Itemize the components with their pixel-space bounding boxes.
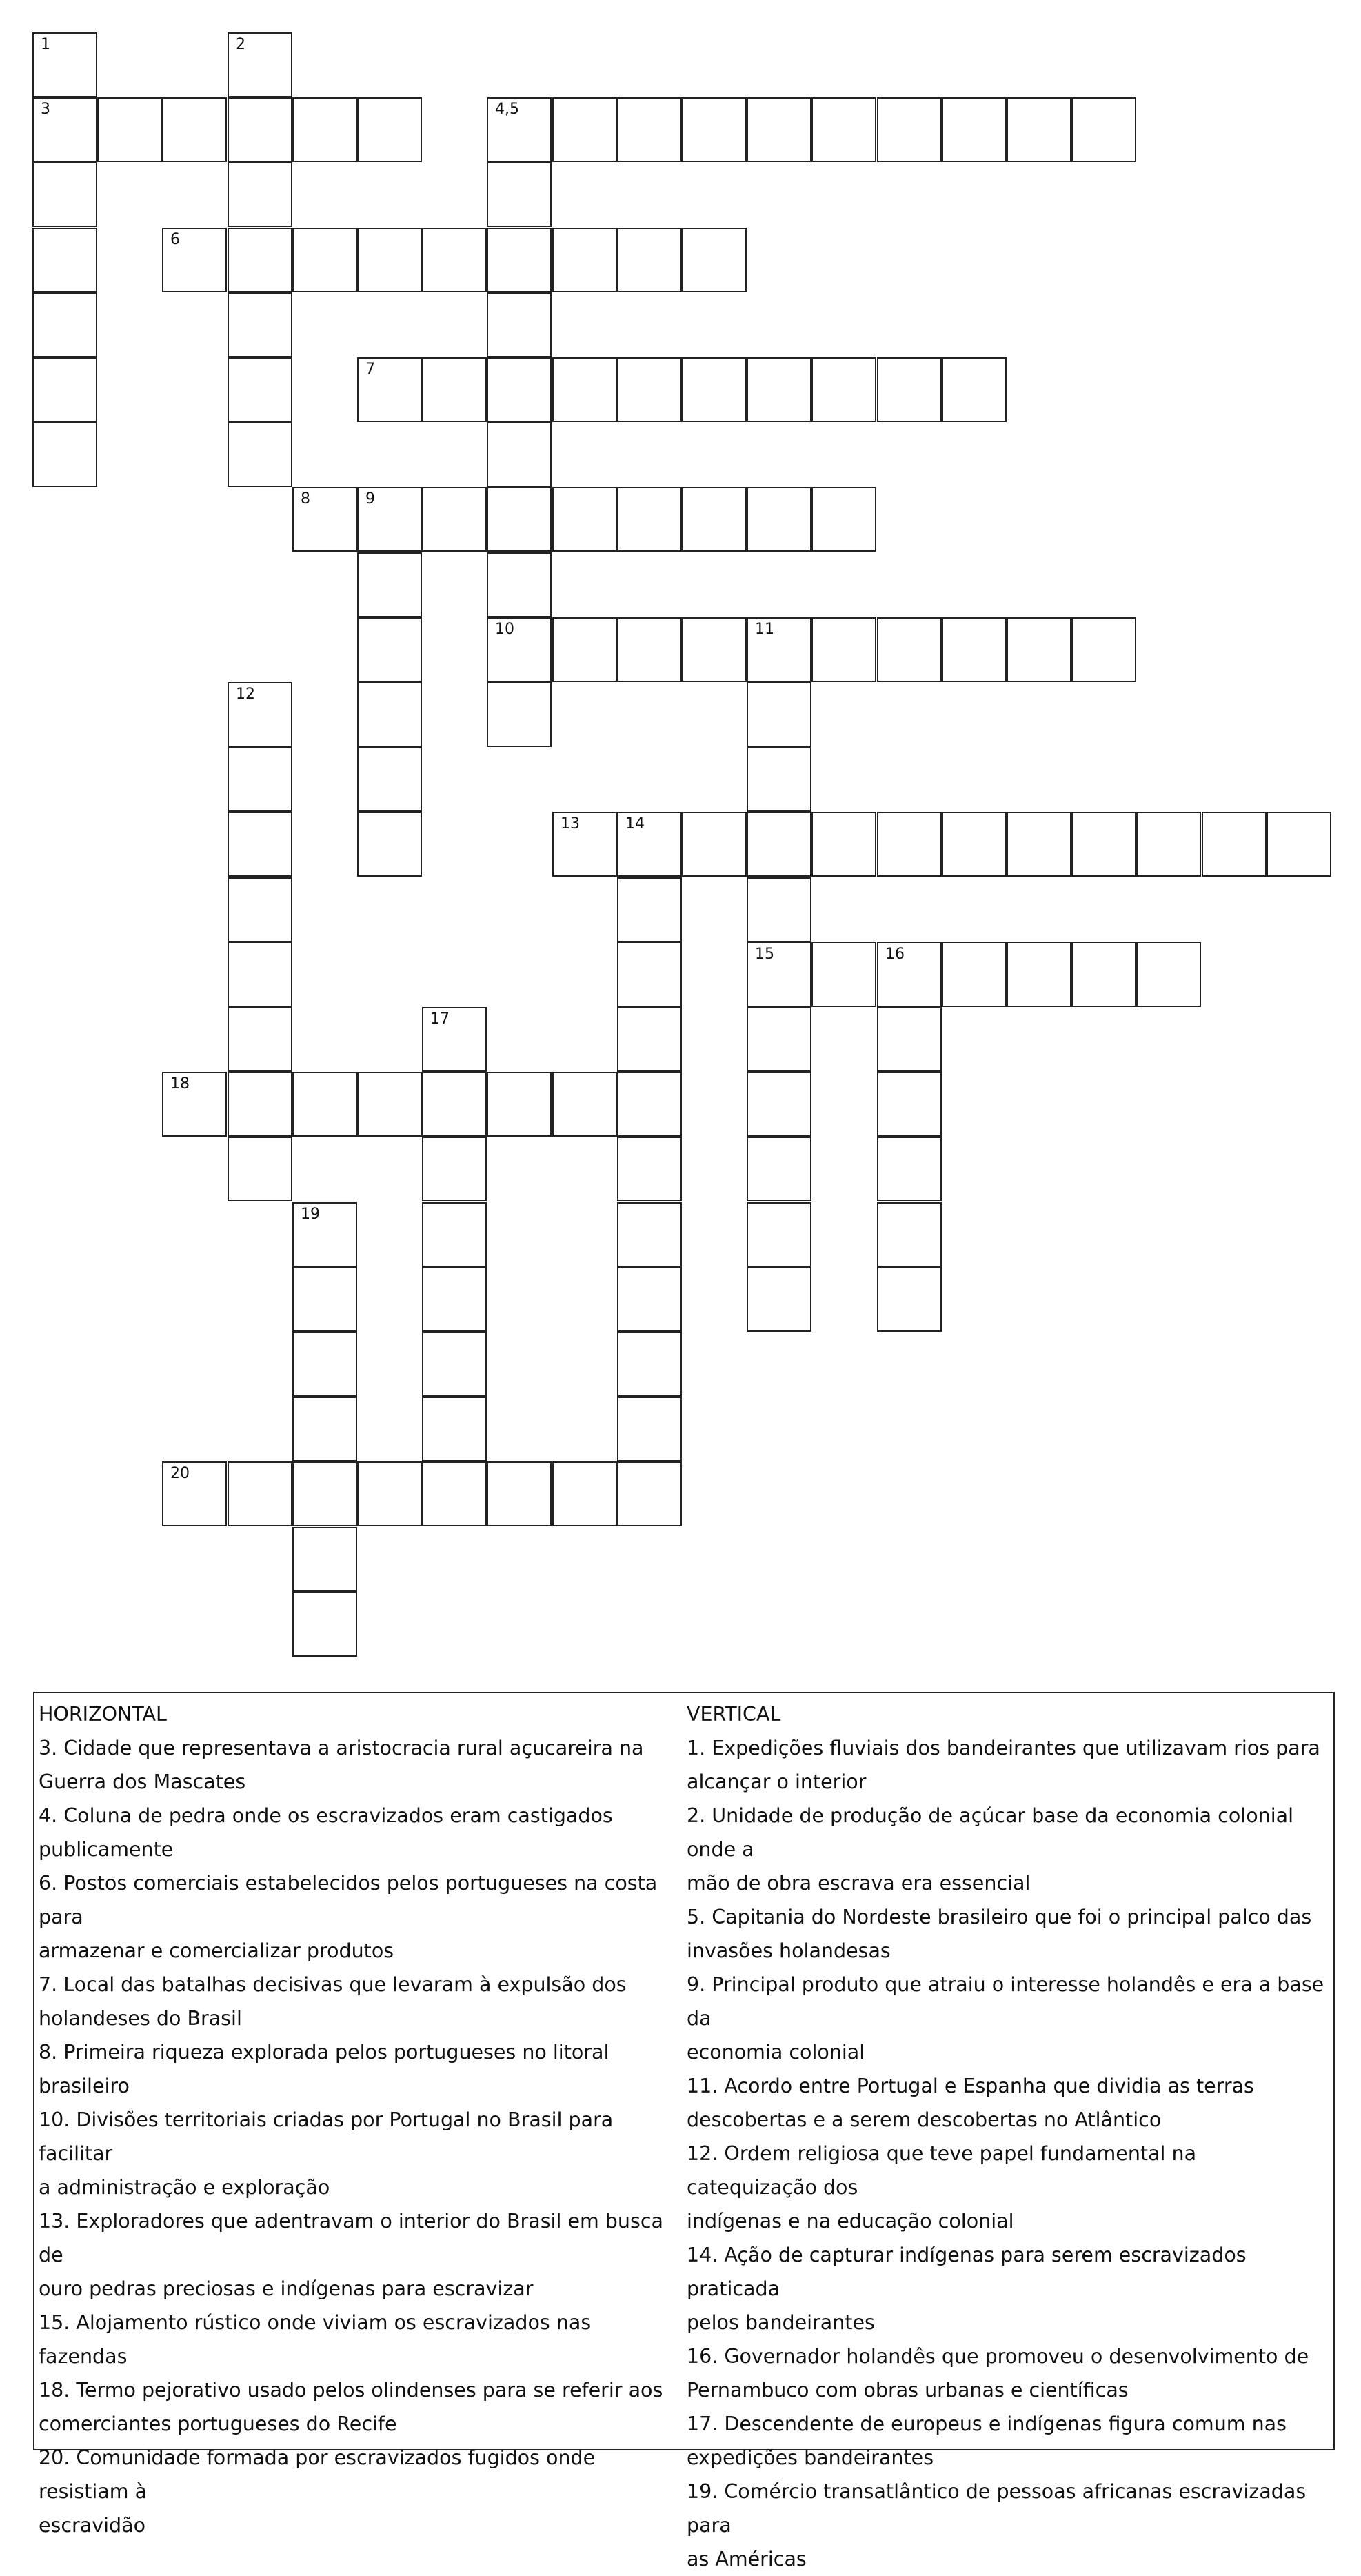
- crossword-cell[interactable]: [487, 228, 552, 292]
- crossword-cell[interactable]: [747, 812, 811, 877]
- crossword-cell[interactable]: [162, 1461, 227, 1526]
- clue-number: 4,5: [495, 101, 519, 118]
- clue-number: 6: [170, 231, 180, 248]
- crossword-cell[interactable]: [357, 487, 422, 552]
- crossword-cell[interactable]: [747, 682, 811, 747]
- clue-line: 15. Alojamento rústico onde viviam os escravizados nas fazendas: [39, 2311, 592, 2368]
- clue-number: 19: [301, 1206, 320, 1223]
- crossword-cell[interactable]: [97, 97, 162, 162]
- crossword-cell[interactable]: [617, 1332, 682, 1397]
- crossword-cell[interactable]: [617, 617, 682, 682]
- crossword-cell[interactable]: [1007, 942, 1071, 1007]
- crossword-cell[interactable]: [877, 97, 942, 162]
- crossword-cell[interactable]: [162, 97, 227, 162]
- clue-line: 16. Governador holandês que promoveu o desenvolvimento de: [687, 2345, 1309, 2368]
- crossword-cell[interactable]: [487, 97, 552, 162]
- clue-line: 5. Capitania do Nordeste brasileiro que foi o principal palco das: [687, 1906, 1312, 1928]
- crossword-cell[interactable]: [357, 1461, 422, 1526]
- clue-line: armazenar e comercializar produtos: [39, 1939, 394, 1962]
- crossword-cell[interactable]: [422, 487, 487, 552]
- clue-line: holandeses do Brasil: [39, 2007, 242, 2030]
- clue-line: 2. Unidade de produção de açúcar base da economia colonial onde a: [687, 1804, 1293, 1861]
- crossword-cell[interactable]: [617, 97, 682, 162]
- crossword-cell[interactable]: [747, 97, 811, 162]
- clue-line: 8. Primeira riqueza explorada pelos portugueses no litoral brasileiro: [39, 2041, 609, 2097]
- clue-number: 9: [365, 490, 375, 508]
- crossword-cell[interactable]: [877, 357, 942, 422]
- crossword-cell[interactable]: [942, 357, 1007, 422]
- crossword-cell[interactable]: [228, 228, 292, 292]
- clue-line: economia colonial: [687, 2041, 865, 2064]
- crossword-cell[interactable]: [228, 32, 292, 97]
- crossword-cell[interactable]: [682, 487, 747, 552]
- clue-line: indígenas e na educação colonial: [687, 2210, 1014, 2233]
- vertical-heading: VERTICAL: [687, 1703, 781, 1726]
- clue-line: mão de obra escrava era essencial: [687, 1872, 1031, 1895]
- clue-line: invasões holandesas: [687, 1939, 891, 1962]
- crossword-cell[interactable]: [487, 617, 552, 682]
- clue-line: 6. Postos comerciais estabelecidos pelos portugueses na costa para: [39, 1872, 658, 1928]
- crossword-cell[interactable]: [811, 487, 876, 552]
- crossword-cell[interactable]: [228, 877, 292, 942]
- clue-line: 3. Cidade que representava a aristocracia rural açucareira na: [39, 1737, 644, 1759]
- clue-line: Pernambuco com obras urbanas e científicas: [687, 2379, 1129, 2402]
- clue-number: 3: [41, 101, 50, 118]
- crossword-cell[interactable]: [228, 357, 292, 422]
- crossword-cell[interactable]: [162, 1072, 227, 1137]
- crossword-cell[interactable]: [942, 97, 1007, 162]
- crossword-cell[interactable]: [747, 1007, 811, 1072]
- crossword-cell[interactable]: [162, 228, 227, 292]
- clue-line: comerciantes portugueses do Recife: [39, 2413, 397, 2435]
- crossword-cell[interactable]: [682, 617, 747, 682]
- crossword-cell[interactable]: [422, 1332, 487, 1397]
- crossword-cell[interactable]: [1071, 617, 1136, 682]
- crossword-cell[interactable]: [877, 1267, 942, 1332]
- clue-number: 17: [430, 1010, 450, 1028]
- clue-line: 9. Principal produto que atraiu o interesse holandês e era a base da: [687, 1973, 1324, 2030]
- crossword-cell[interactable]: [617, 1267, 682, 1332]
- crossword-cell[interactable]: [617, 1202, 682, 1267]
- clue-line: descobertas e a serem descobertas no Atlântico: [687, 2108, 1162, 2131]
- clue-line: 10. Divisões territoriais criadas por Portugal no Brasil para facilitar: [39, 2108, 614, 2165]
- crossword-cell[interactable]: [292, 97, 357, 162]
- clue-line: ouro pedras preciosas e indígenas para escravizar: [39, 2277, 534, 2300]
- crossword-cell[interactable]: [357, 617, 422, 682]
- crossword-cell[interactable]: [487, 292, 552, 357]
- crossword-cell[interactable]: [877, 1072, 942, 1137]
- clue-line: 1. Expedições fluviais dos bandeirantes que utilizavam rios para: [687, 1737, 1320, 1759]
- crossword-cell[interactable]: [292, 1461, 357, 1526]
- clue-number: 1: [41, 36, 50, 53]
- crossword-cell[interactable]: [228, 1137, 292, 1201]
- crossword-cell[interactable]: [228, 292, 292, 357]
- crossword-cell[interactable]: [487, 422, 552, 487]
- crossword-cell[interactable]: [422, 1461, 487, 1526]
- crossword-cell[interactable]: [617, 228, 682, 292]
- clue-number: 2: [236, 36, 245, 53]
- crossword-cell[interactable]: [32, 357, 97, 422]
- crossword-cell[interactable]: [357, 682, 422, 747]
- crossword-cell[interactable]: [357, 97, 422, 162]
- crossword-cell[interactable]: [1071, 812, 1136, 877]
- clue-line: Guerra dos Mascates: [39, 1770, 246, 1793]
- crossword-cell[interactable]: [487, 1072, 552, 1137]
- crossword-cell[interactable]: [617, 812, 682, 877]
- clue-line: 11. Acordo entre Portugal e Espanha que dividia as terras: [687, 2075, 1254, 2097]
- clue-number: 15: [755, 946, 774, 963]
- crossword-cell[interactable]: [617, 487, 682, 552]
- crossword-cell[interactable]: [811, 617, 876, 682]
- clue-number: 16: [885, 946, 905, 963]
- clue-number: 12: [236, 686, 255, 703]
- crossword-cell[interactable]: [552, 1461, 617, 1526]
- clue-line: expedições bandeirantes: [687, 2446, 934, 2469]
- crossword-cell[interactable]: [228, 1461, 292, 1526]
- crossword-cell[interactable]: [877, 1007, 942, 1072]
- crossword-cell[interactable]: [422, 1137, 487, 1201]
- crossword-cell[interactable]: [617, 1461, 682, 1526]
- clue-number: 13: [561, 815, 580, 832]
- crossword-cell[interactable]: [747, 747, 811, 812]
- crossword-cell[interactable]: [292, 1072, 357, 1137]
- crossword-cell[interactable]: [747, 1137, 811, 1201]
- crossword-cell[interactable]: [552, 812, 617, 877]
- crossword-cell[interactable]: [1202, 812, 1267, 877]
- crossword-cell[interactable]: [292, 228, 357, 292]
- crossword-cell[interactable]: [32, 292, 97, 357]
- clue-number: 14: [625, 815, 645, 832]
- crossword-cell[interactable]: [228, 422, 292, 487]
- crossword-cell[interactable]: [422, 1202, 487, 1267]
- crossword-cell[interactable]: [292, 1397, 357, 1461]
- crossword-cell[interactable]: [357, 228, 422, 292]
- crossword-cell[interactable]: [617, 1137, 682, 1201]
- crossword-cell[interactable]: [292, 1527, 357, 1592]
- crossword-cell[interactable]: [228, 1007, 292, 1072]
- crossword-cell[interactable]: [422, 1007, 487, 1072]
- clue-number: 8: [301, 490, 310, 508]
- vertical-clue-list: [687, 1731, 1331, 2576]
- crossword-cell[interactable]: [292, 1332, 357, 1397]
- crossword-cell[interactable]: [617, 877, 682, 942]
- clue-line: 17. Descendente de europeus e indígenas figura comum nas: [687, 2413, 1287, 2435]
- clue-line: 18. Termo pejorativo usado pelos olindenses para se referir aos: [39, 2379, 663, 2402]
- crossword-cell[interactable]: [617, 1007, 682, 1072]
- crossword-cell[interactable]: [877, 1202, 942, 1267]
- crossword-cell[interactable]: [747, 617, 811, 682]
- crossword-cell[interactable]: [487, 162, 552, 227]
- crossword-cell[interactable]: [877, 812, 942, 877]
- clue-number: 20: [170, 1465, 190, 1482]
- clue-line: 12. Ordem religiosa que teve papel fundamental na catequização dos: [687, 2142, 1197, 2199]
- crossword-cell[interactable]: [487, 552, 552, 617]
- clue-line: 14. Ação de capturar indígenas para serem escravizados praticada: [687, 2244, 1247, 2300]
- crossword-cell[interactable]: [877, 617, 942, 682]
- crossword-cell[interactable]: [1071, 97, 1136, 162]
- crossword-cell[interactable]: [422, 1397, 487, 1461]
- crossword-cell[interactable]: [1136, 942, 1201, 1007]
- crossword-cell[interactable]: [617, 1397, 682, 1461]
- crossword-cell[interactable]: [228, 747, 292, 812]
- clue-line: 7. Local das batalhas decisivas que levaram à expulsão dos: [39, 1973, 627, 1996]
- crossword-cell[interactable]: [228, 1072, 292, 1137]
- crossword-cell[interactable]: [682, 357, 747, 422]
- crossword-cell[interactable]: [228, 812, 292, 877]
- crossword-cell[interactable]: [747, 1267, 811, 1332]
- clue-number: 7: [365, 361, 375, 378]
- crossword-cell[interactable]: [1007, 812, 1071, 877]
- crossword-cell[interactable]: [32, 97, 97, 162]
- horizontal-clues: [39, 1697, 683, 2542]
- crossword-cell[interactable]: [747, 1202, 811, 1267]
- clue-number: 11: [755, 621, 774, 638]
- clue-line: 19. Comércio transatlântico de pessoas africanas escravizadas para: [687, 2480, 1307, 2537]
- crossword-cell[interactable]: [487, 357, 552, 422]
- crossword-cell[interactable]: [747, 487, 811, 552]
- crossword-cell[interactable]: [747, 877, 811, 942]
- crossword-cell[interactable]: [1267, 812, 1331, 877]
- crossword-cell[interactable]: [32, 422, 97, 487]
- clue-number: 10: [495, 621, 514, 638]
- crossword-cell[interactable]: [942, 617, 1007, 682]
- crossword-cell[interactable]: [422, 357, 487, 422]
- clue-line: alcançar o interior: [687, 1770, 867, 1793]
- crossword-cell[interactable]: [617, 942, 682, 1007]
- crossword-cell[interactable]: [1007, 617, 1071, 682]
- crossword-cell[interactable]: [357, 812, 422, 877]
- crossword-cell[interactable]: [228, 682, 292, 747]
- crossword-cell[interactable]: [292, 487, 357, 552]
- crossword-cell[interactable]: [552, 617, 617, 682]
- crossword-cell[interactable]: [617, 357, 682, 422]
- crossword-cell[interactable]: [877, 1137, 942, 1201]
- crossword-cell[interactable]: [942, 812, 1007, 877]
- crossword-cell[interactable]: [1071, 942, 1136, 1007]
- clue-line: 20. Comunidade formada por escravizados fugidos onde resistiam à: [39, 2446, 596, 2503]
- crossword-cell[interactable]: [617, 1072, 682, 1137]
- crossword-cell[interactable]: [811, 942, 876, 1007]
- crossword-cell[interactable]: [942, 942, 1007, 1007]
- clue-line: pelos bandeirantes: [687, 2311, 875, 2334]
- crossword-cell[interactable]: [487, 682, 552, 747]
- crossword-cell[interactable]: [292, 1202, 357, 1267]
- horizontal-heading: HORIZONTAL: [39, 1703, 167, 1726]
- crossword-cell[interactable]: [32, 162, 97, 227]
- crossword-cell[interactable]: [552, 357, 617, 422]
- crossword-cell[interactable]: [422, 1072, 487, 1137]
- crossword-cell[interactable]: [552, 1072, 617, 1137]
- crossword-cell[interactable]: [357, 747, 422, 812]
- crossword-cell[interactable]: [747, 357, 811, 422]
- clue-number: 18: [170, 1075, 190, 1092]
- crossword-cell[interactable]: [811, 357, 876, 422]
- crossword-cell[interactable]: [552, 228, 617, 292]
- crossword-cell[interactable]: [32, 32, 97, 97]
- clue-line: 4. Coluna de pedra onde os escravizados eram castigados: [39, 1804, 613, 1827]
- crossword-cell[interactable]: [357, 552, 422, 617]
- crossword-cell[interactable]: [357, 357, 422, 422]
- crossword-cell[interactable]: [228, 942, 292, 1007]
- crossword-cell[interactable]: [747, 942, 811, 1007]
- clue-line: 13. Exploradores que adentravam o interior do Brasil em busca de: [39, 2210, 663, 2266]
- crossword-cell[interactable]: [552, 97, 617, 162]
- crossword-cell[interactable]: [682, 97, 747, 162]
- crossword-cell[interactable]: [682, 812, 747, 877]
- clue-line: publicamente: [39, 1838, 174, 1861]
- crossword-cell[interactable]: [1136, 812, 1201, 877]
- clues-box: [33, 1692, 1335, 2570]
- crossword-cell[interactable]: [811, 97, 876, 162]
- crossword-cell[interactable]: [292, 1592, 357, 1657]
- crossword-cell[interactable]: [487, 487, 552, 552]
- vertical-clues: [687, 1697, 1331, 2576]
- crossword-cell[interactable]: [357, 1072, 422, 1137]
- clue-line: as Américas: [687, 2548, 807, 2570]
- clue-line: a administração e exploração: [39, 2176, 330, 2199]
- horizontal-clue-list: [39, 1731, 683, 2542]
- crossword-cell[interactable]: [747, 1072, 811, 1137]
- crossword-cell[interactable]: [487, 1461, 552, 1526]
- crossword-cell[interactable]: [877, 942, 942, 1007]
- crossword-cell[interactable]: [228, 162, 292, 227]
- crossword-cell[interactable]: [682, 228, 747, 292]
- crossword-cell[interactable]: [552, 487, 617, 552]
- crossword-cell[interactable]: [811, 812, 876, 877]
- crossword-cell[interactable]: [32, 228, 97, 292]
- crossword-cell[interactable]: [422, 228, 487, 292]
- clue-line: escravidão: [39, 2514, 146, 2537]
- crossword-cell[interactable]: [292, 1267, 357, 1332]
- crossword-cell[interactable]: [228, 97, 292, 162]
- crossword-cell[interactable]: [1007, 97, 1071, 162]
- crossword-cell[interactable]: [422, 1267, 487, 1332]
